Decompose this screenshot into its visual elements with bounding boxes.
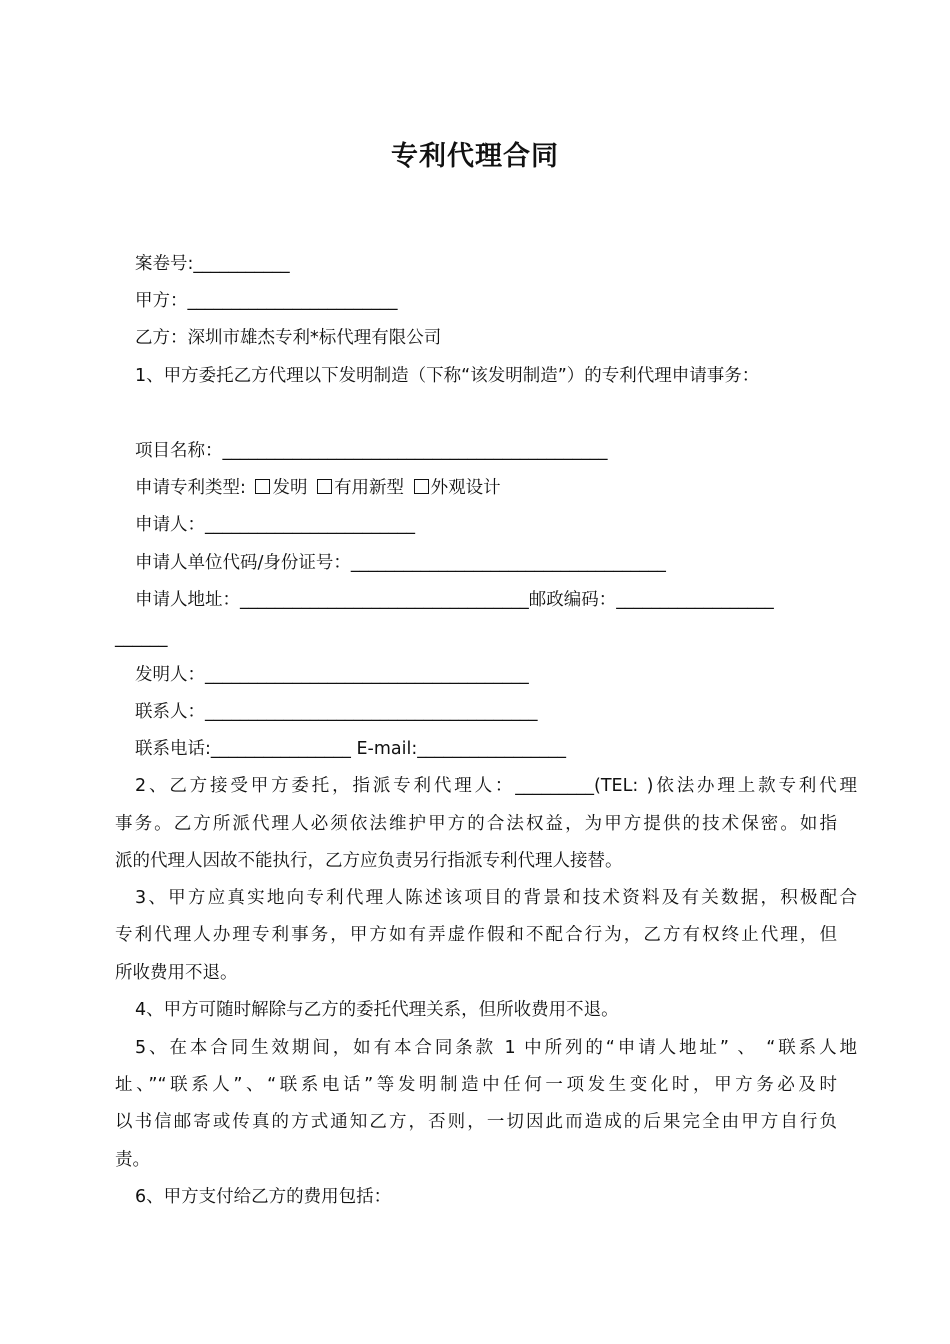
clause-5-line-4: 责。	[115, 1150, 150, 1170]
party-b: 乙方：深圳市雄杰专利*标代理有限公司	[135, 328, 442, 348]
inventor-field: 发明人：_____________________________________	[135, 665, 529, 685]
document-title: 专利代理合同	[391, 141, 559, 172]
applicant-id-field: 申请人单位代码/身份证号：____________________________________	[135, 553, 666, 573]
party-a: 甲方：________________________	[135, 291, 398, 311]
clause-2-line-2: 事务。乙方所派代理人必须依法维护甲方的合法权益，为甲方提供的技术保密。如指	[115, 814, 837, 834]
applicant-address-continuation: ______	[115, 628, 168, 648]
clause-3-line-2: 专利代理人办理专利事务，甲方如有弄虚作假和不配合行为，乙方有权终止代理，但	[115, 925, 837, 945]
clause-1: 1、甲方委托乙方代理以下发明制造（下称“该发明制造”）的专利代理申请事务：	[135, 366, 760, 386]
contact-field: 联系人：______________________________________	[135, 702, 538, 722]
checkbox-icon	[317, 479, 332, 494]
checkbox-icon	[255, 479, 270, 494]
clause-5-line-3: 以书信邮寄或传真的方式通知乙方，否则，一切因此而造成的后果完全由甲方自行负	[115, 1112, 837, 1132]
contact-phone-email-field: 联系电话:________________ E-mail:_________________	[135, 739, 566, 759]
checkbox-icon	[414, 479, 429, 494]
clause-2-line-3: 派的代理人因故不能执行，乙方应负责另行指派专利代理人接替。	[115, 851, 623, 871]
clause-2-line-1: 2、乙方接受甲方委托，指派专利代理人：_________(TEL: )依法办理上款专利代理	[135, 776, 857, 796]
case-number: 案卷号:___________	[135, 254, 290, 274]
patent-type-option-invention: 发明	[272, 478, 308, 498]
clause-3-line-3: 所收费用不退。	[115, 963, 238, 983]
clause-5-line-2: 址、”“联系人”、“联系电话”等发明制造中任何一项发生变化时，甲方务必及时	[115, 1075, 837, 1095]
patent-type-option-design: 外观设计	[430, 478, 501, 498]
applicant-field: 申请人：________________________	[135, 515, 415, 535]
clause-6: 6、甲方支付给乙方的费用包括：	[135, 1187, 392, 1207]
patent-type-option-utility: 有用新型	[334, 478, 405, 498]
clause-3-line-1: 3、甲方应真实地向专利代理人陈述该项目的背景和技术资料及有关数据，积极配合	[135, 888, 857, 908]
patent-type-label: 申请专利类型:	[135, 478, 246, 498]
clause-5-line-1: 5、在本合同生效期间，如有本合同条款 1 中所列的“申请人地址” 、 “联系人地	[135, 1038, 857, 1058]
applicant-address-field: 申请人地址：_________________________________邮政编码：__________________	[135, 590, 774, 610]
clause-4: 4、甲方可随时解除与乙方的委托代理关系，但所收费用不退。	[135, 1000, 619, 1020]
project-name-field: 项目名称：____________________________________________	[135, 441, 608, 461]
patent-type-row	[115, 476, 857, 500]
